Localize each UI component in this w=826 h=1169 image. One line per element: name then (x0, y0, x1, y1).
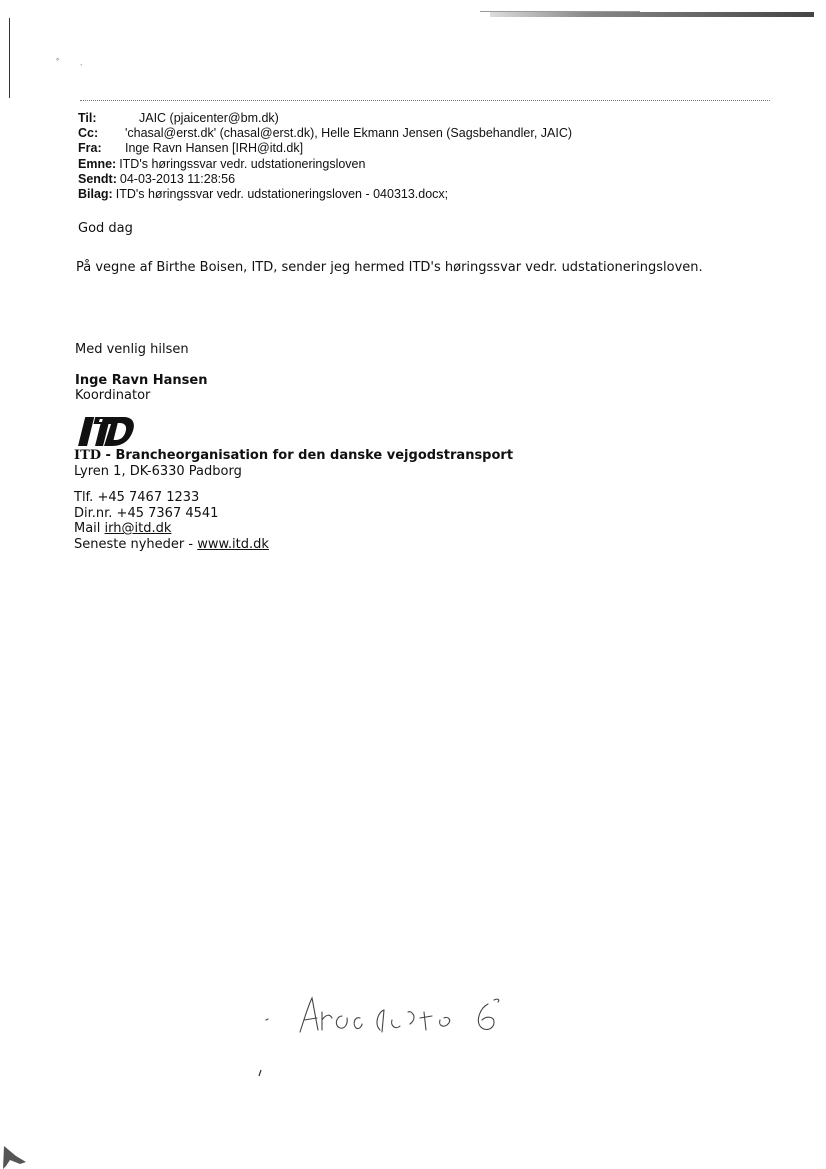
itd-logo (74, 414, 138, 450)
pen-mark (256, 1068, 264, 1078)
sent-label: Sendt: (78, 171, 117, 186)
scan-artifact-bar (490, 12, 814, 17)
handwritten-note (262, 990, 512, 1040)
org-prefix: ITD (74, 448, 102, 463)
greeting: God dag (78, 221, 133, 236)
organization-name (74, 448, 513, 464)
header-subject-row (78, 157, 572, 172)
phone: Tlf. +45 7467 1233 (74, 490, 200, 505)
subject-value: ITD's høringssvar vedr. udstationeringsloven (119, 156, 366, 171)
mail-row (74, 521, 269, 537)
scan-speck: ˎ (80, 57, 83, 66)
mail-link[interactable]: irh@itd.dk (104, 521, 172, 536)
news-row (74, 537, 269, 553)
scan-speck: ° (56, 57, 60, 66)
to-label: Til: (78, 111, 97, 125)
scan-edge-line (9, 18, 10, 98)
attachment-label: Bilag: (78, 187, 113, 202)
scan-corner-artifact (0, 1140, 30, 1169)
cc-label: Cc: (78, 126, 99, 141)
header-to-row (78, 111, 572, 126)
sender-name: Inge Ravn Hansen (75, 372, 208, 388)
attachment-value: ITD's høringssvar vedr. udstationeringsloven - 040313.docx; (115, 187, 449, 202)
mail-label: Mail (74, 521, 105, 536)
header-cc-row (78, 126, 572, 141)
email-header (78, 111, 572, 202)
signature (75, 342, 208, 404)
header-separator (80, 100, 770, 102)
news-label: Seneste nyheder - (74, 536, 198, 552)
to-value: JAIC (pjaicenter@bm.dk) (139, 111, 279, 125)
message-body: På vegne af Birthe Boisen, ITD, sender jeg hermed ITD's høringssvar vedr. udstationeringsloven. (76, 260, 703, 275)
organization-address: Lyren 1, DK-6330 Padborg (74, 463, 242, 479)
header-from-row (78, 141, 572, 156)
header-attachment-row (78, 187, 572, 202)
subject-label: Emne: (78, 156, 117, 171)
website-link[interactable]: www.itd.dk (197, 536, 269, 552)
from-value: Inge Ravn Hansen [IRH@itd.dk] (125, 141, 304, 156)
header-sent-row (78, 172, 572, 187)
org-description: - Brancheorganisation for den danske vejgodstransport (101, 448, 514, 463)
cc-value: 'chasal@erst.dk' (chasal@erst.dk), Helle Ekmann Jensen (Sagsbehandler, JAIC) (125, 126, 573, 141)
closing: Med venlig hilsen (75, 342, 189, 357)
sent-value: 04-03-2013 11:28:56 (119, 171, 236, 186)
contact-block (74, 490, 269, 552)
organization-block (74, 448, 513, 479)
sender-title: Koordinator (75, 388, 151, 403)
from-label: Fra: (78, 141, 102, 156)
direct-phone: Dir.nr. +45 7367 4541 (74, 505, 219, 521)
